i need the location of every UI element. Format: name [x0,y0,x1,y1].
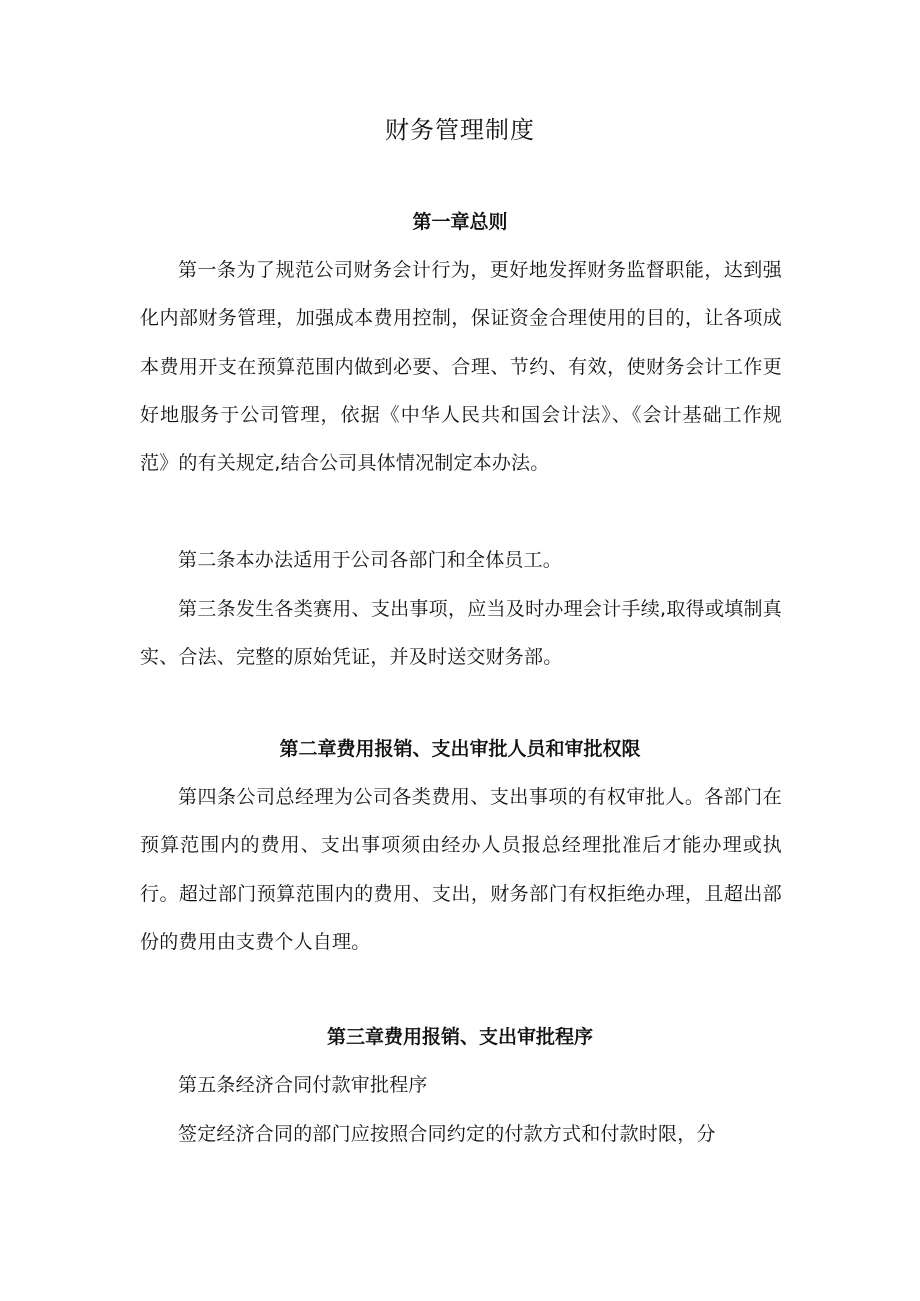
chapter-2-heading: 第二章费用报销、支出审批人员和审批权限 [279,738,641,760]
article-5-paragraph: 签定经济合同的部门应按照合同约定的付款方式和付款时限，分 [178,1123,716,1145]
article-2-paragraph: 第二条本办法适用于公司各部门和全体员工。 [178,549,563,571]
document-title: 财务管理制度 [385,116,535,144]
chapter-1-heading: 第一章总则 [412,211,508,233]
article-1-paragraph: 第一条为了规范公司财务会计行为，更好地发挥财务监督职能，达到强化内部财务管理，加强成本费用控制，保证资金合理使用的目的，让各项成本费用开支在预算范围内做到必要、合理、节约、有效，使财务会计工作更好地服务于公司管理，依据《中华人民共和国会计法》、《会计基础工作规范》的有关规定,结合公司具体情况制定本办法。 [140,259,782,475]
article-4-paragraph: 第四条公司总经理为公司各类费用、支出事项的有权审批人。各部门在预算范围内的费用、支出事项须由经办人员报总经理批准后才能办理或执行。超过部门预算范围内的费用、支出，财务部门有权拒绝办理，且超出部份的费用由支费个人自理。 [140,786,782,953]
article-5-title: 第五条经济合同付款审批程序 [178,1074,428,1096]
chapter-3-heading: 第三章费用报销、支出审批程序 [326,1026,593,1048]
article-3-paragraph: 第三条发生各类赛用、支出事项，应当及时办理会计手续,取得或填制真实、合法、完整的原始凭证，并及时送交财务部。 [140,598,782,669]
